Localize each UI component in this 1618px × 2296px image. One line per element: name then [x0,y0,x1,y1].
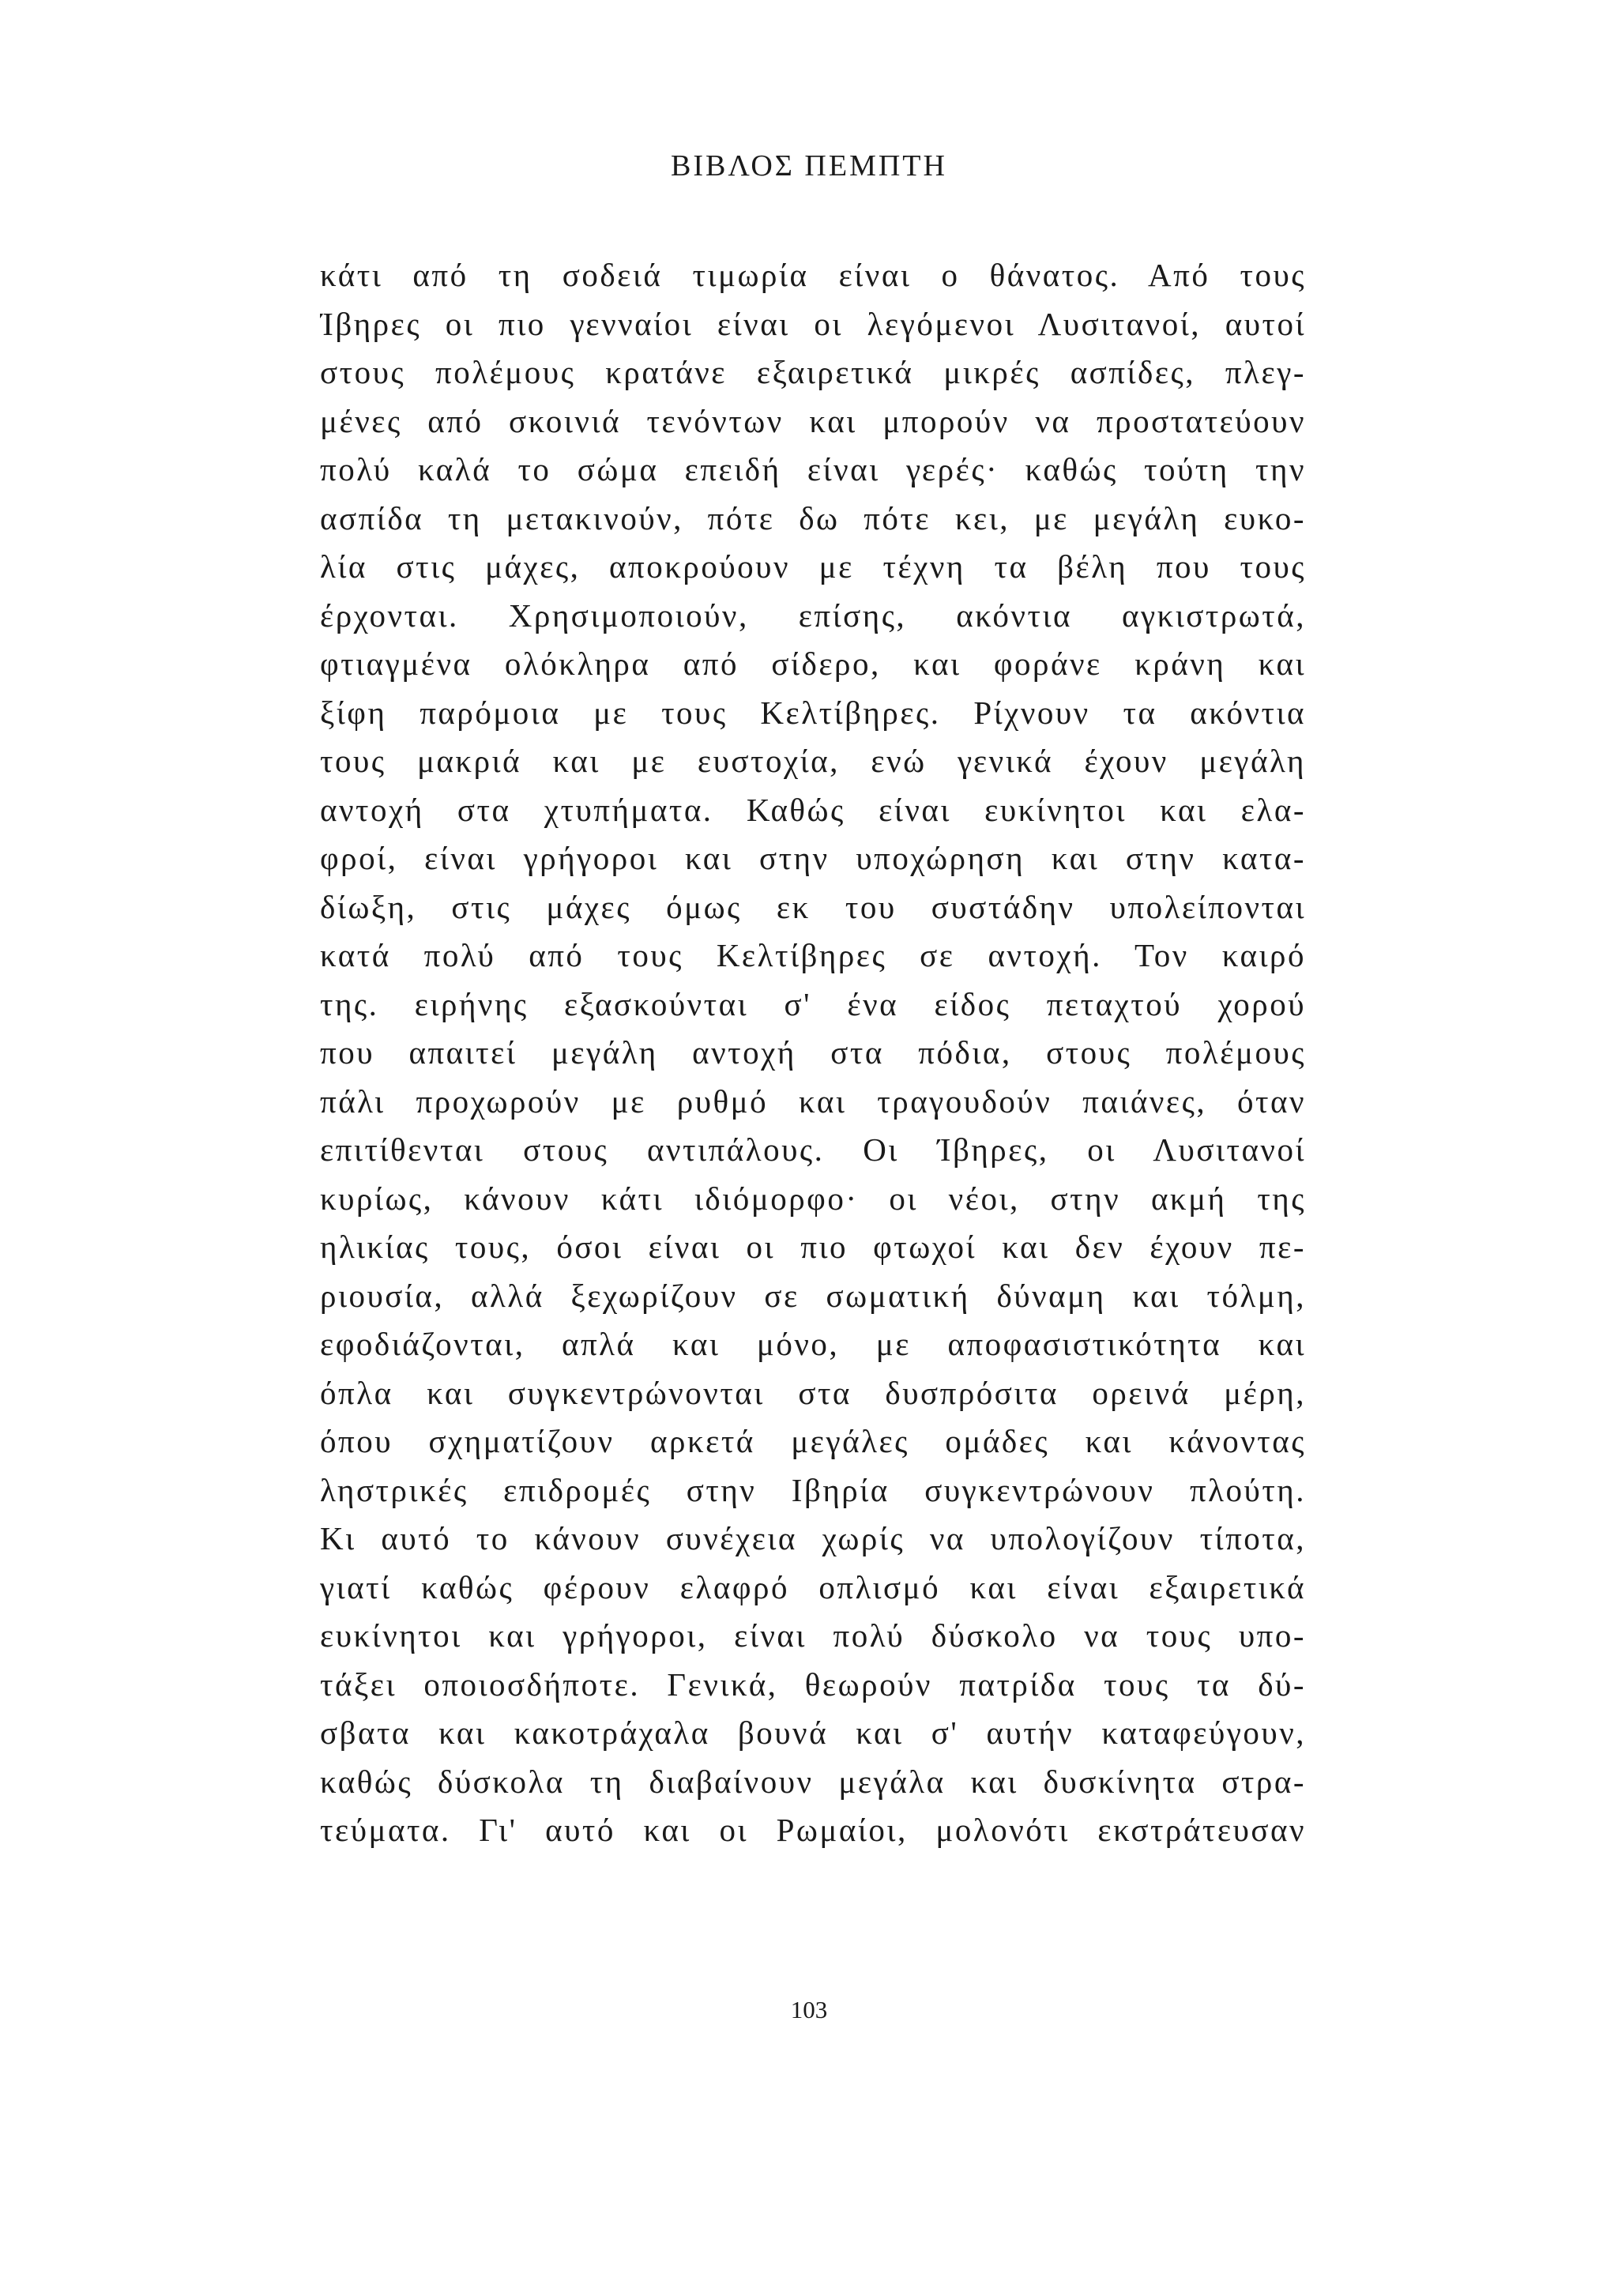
text-line: κατά πολύ από τους Κελτίβηρες σε αντοχή. Τον καιρό [320,937,1306,973]
text-line: δίωξη, στις μάχες όμως εκ του συστάδην υπολείπονται [320,888,1306,925]
text-line: τάξει οποιοσδήποτε. Γενικά, θεωρούν πατρίδα τους τα δύ- [320,1666,1306,1703]
text-line: που απαιτεί μεγάλη αντοχή στα πόδια, στους πολέμους [320,1034,1306,1071]
text-line: φροί, είναι γρήγοροι και στην υποχώρηση και στην κατα- [320,840,1306,876]
text-line: ηλικίας τους, όσοι είναι οι πιο φτωχοί και δεν έχουν πε- [320,1229,1306,1265]
text-line: όπου σχηματίζουν αρκετά μεγάλες ομάδες και κάνοντας [320,1423,1306,1459]
text-line: όπλα και συγκεντρώνονται στα δυσπρόσιτα ορεινά μέρη, [320,1374,1306,1411]
text-line: γιατί καθώς φέρουν ελαφρό οπλισμό και είναι εξαιρετικά [320,1568,1306,1605]
body-text [320,251,1306,1855]
text-line: ασπίδα τη μετακινούν, πότε δω πότε κει, με μεγάλη ευκο- [320,499,1306,536]
text-line: ευκίνητοι και γρήγοροι, είναι πολύ δύσκολο να τους υπο- [320,1617,1306,1654]
text-line: Ίβηρες οι πιο γενναίοι είναι οι λεγόμενοι Λυσιτανοί, αυτοί [320,305,1306,342]
text-line: ληστρικές επιδρομές στην Ιβηρία συγκεντρώνουν πλούτη. [320,1471,1306,1508]
text-line: επιτίθενται στους αντιπάλους. Οι Ίβηρες, οι Λυσιτανοί [320,1131,1306,1168]
text-line: έρχονται. Χρησιμοποιούν, επίσης, ακόντια αγκιστρωτά, [320,597,1306,634]
text-line: καθώς δύσκολα τη διαβαίνουν μεγάλα και δυσκίνητα στρα- [320,1763,1306,1800]
text-line: φτιαγμένα ολόκληρα από σίδερο, και φοράνε κράνη και [320,646,1306,682]
running-head: ΒΙΒΛΟΣ ΠΕΜΠΤΗ [671,149,947,183]
text-line: ξίφη παρόμοια με τους Κελτίβηρες. Ρίχνουν τα ακόντια [320,694,1306,731]
text-line: λία στις μάχες, αποκρούουν με τέχνη τα βέλη που τους [320,548,1306,585]
text-line: Κι αυτό το κάνουν συνέχεια χωρίς να υπολογίζουν τίποτα, [320,1520,1306,1556]
text-line: ριουσία, αλλά ξεχωρίζουν σε σωματική δύναμη και τόλμη, [320,1277,1306,1314]
text-line: πολύ καλά το σώμα επειδή είναι γερές· καθώς τούτη την [320,451,1306,487]
text-line: στους πολέμους κρατάνε εξαιρετικά μικρές ασπίδες, πλεγ- [320,354,1306,390]
text-line: τους μακριά και με ευστοχία, ενώ γενικά έχουν μεγάλη [320,743,1306,779]
text-line: της. ειρήνης εξασκούνται σ' ένα είδος πεταχτού χορού [320,985,1306,1022]
text-line: πάλι προχωρούν με ρυθμό και τραγουδούν παιάνες, όταν [320,1082,1306,1120]
page-number: 103 [790,1996,828,2023]
text-line: σβατα και κακοτράχαλα βουνά και σ' αυτήν καταφεύγουν, [320,1714,1306,1751]
text-line: αντοχή στα χτυπήματα. Καθώς είναι ευκίνητοι και ελα- [320,791,1306,828]
text-line: μένες από σκοινιά τενόντων και μπορούν να προστατεύουν [320,402,1306,439]
text-line: εφοδιάζονται, απλά και μόνο, με αποφασιστικότητα και [320,1326,1306,1362]
text-line: τεύματα. Γι' αυτό και οι Ρωμαίοι, μολονότι εκστράτευσαν [320,1812,1306,1848]
text-line: κυρίως, κάνουν κάτι ιδιόμορφο· οι νέοι, στην ακμή της [320,1180,1306,1217]
text-line: κάτι από τη σοδειά τιμωρία είναι ο θάνατος. Από τους [320,257,1306,293]
